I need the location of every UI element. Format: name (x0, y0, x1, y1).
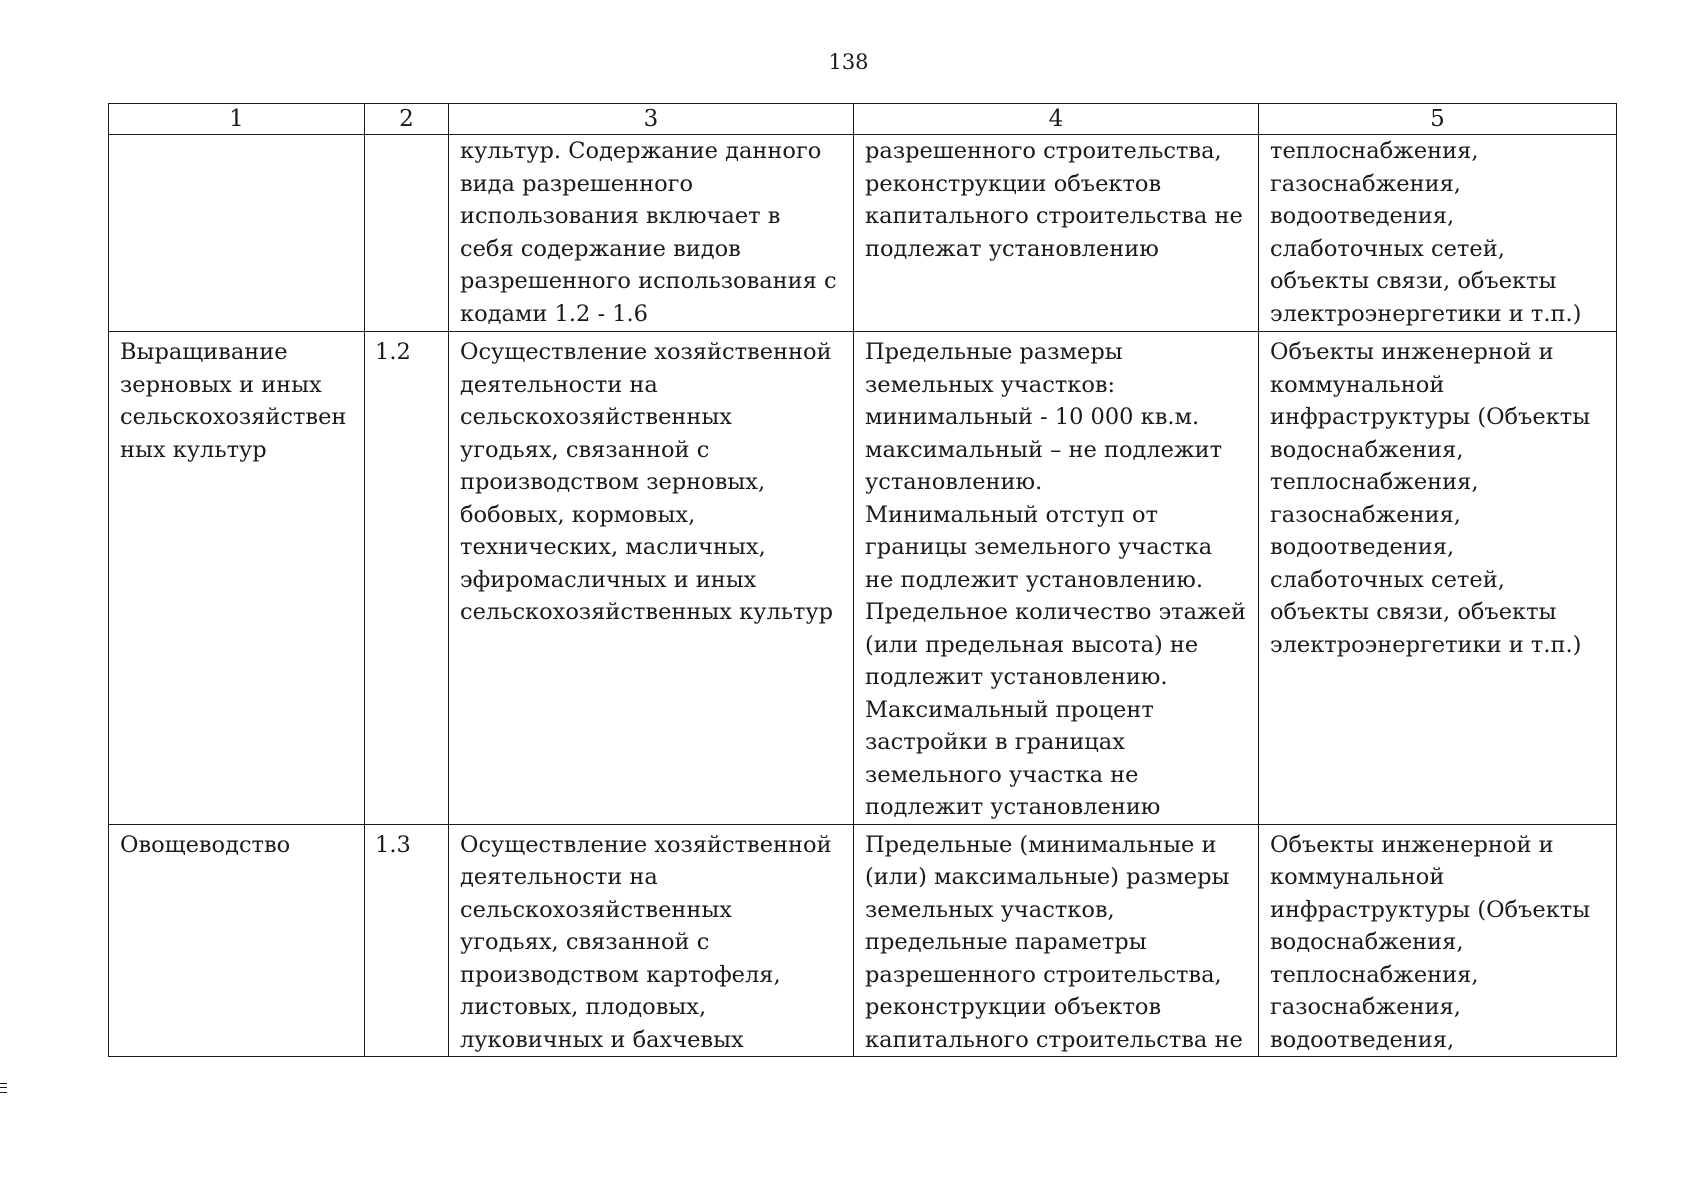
use-name-cell (109, 135, 365, 332)
page-number: 138 (828, 50, 869, 74)
column-header-3: 3 (449, 104, 854, 135)
table-row (109, 824, 1617, 1057)
column-header-2: 2 (365, 104, 449, 135)
column-header-5: 5 (1259, 104, 1617, 135)
use-name-cell: Овощеводство (109, 824, 365, 1057)
use-name-cell: Выращивание зерновых и иных сельскохозяйствен ных культур (109, 332, 365, 825)
use-description-cell: культур. Содержание данного вида разрешенного использования включает в себя содержание видов разрешенного использования с кодами 1.2 - 1.6 (449, 135, 854, 332)
use-description-cell: Осуществление хозяйственной деятельности на сельскохозяйственных угодьях, связанной с производством зерновых, бобовых, кормовых, технических, масличных, эфиромасличных и иных сельскохозяйственных культур (449, 332, 854, 825)
use-objects-cell: Объекты инженерной и коммунальной инфраструктуры (Объекты водоснабжения, теплоснабжения, газоснабжения, водоотведения, (1259, 824, 1617, 1057)
table-header-row (109, 104, 1617, 135)
use-code-cell: 1.2 (365, 332, 449, 825)
table-row (109, 135, 1617, 332)
use-description-cell: Осуществление хозяйственной деятельности на сельскохозяйственных угодьях, связанной с производством картофеля, листовых, плодовых, луковичных и бахчевых (449, 824, 854, 1057)
use-code-cell (365, 135, 449, 332)
use-objects-cell: теплоснабжения, газоснабжения, водоотведения, слаботочных сетей, объекты связи, объекты электроэнергетики и т.п.) (1259, 135, 1617, 332)
column-header-4: 4 (854, 104, 1259, 135)
table-row (109, 332, 1617, 825)
use-objects-cell: Объекты инженерной и коммунальной инфраструктуры (Объекты водоснабжения, теплоснабжения, газоснабжения, водоотведения, слаботочных сетей, объекты связи, объекты электроэнергетики и т.п.) (1259, 332, 1617, 825)
use-code-cell: 1.3 (365, 824, 449, 1057)
land-use-table (108, 103, 1617, 1057)
column-header-1: 1 (109, 104, 365, 135)
use-parameters-cell: Предельные (минимальные и (или) максимальные) размеры земельных участков, предельные параметры разрешенного строительства, реконструкции объектов капитального строительства не (854, 824, 1259, 1057)
use-parameters-cell: разрешенного строительства, реконструкции объектов капитального строительства не подлежат установлению (854, 135, 1259, 332)
use-parameters-cell: Предельные размеры земельных участков: минимальный - 10 000 кв.м. максимальный – не подлежит установлению. Минимальный отступ от границы земельного участка не подлежит установлению. Предельное количество этажей (или предельная высота) не подлежит установлению. Максимальный процент застройки в границах земельного участка не подлежит установлению (854, 332, 1259, 825)
scan-margin-mark (0, 1083, 7, 1093)
